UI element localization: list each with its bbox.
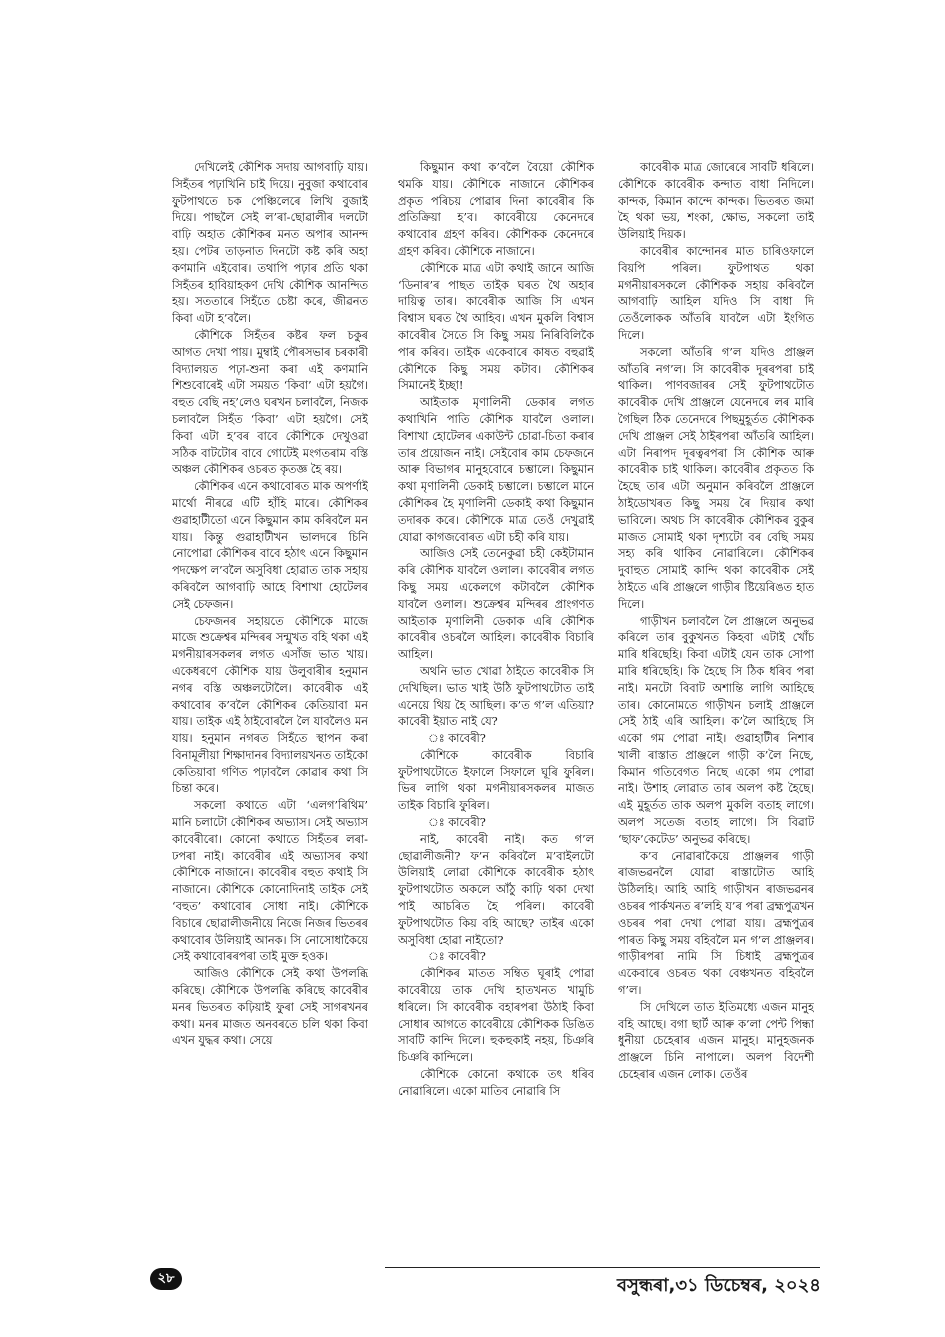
paragraph: কৌশিকে মাত্ৰ এটা কথাই জানে আজি ‘ডিনাৰ’ৰ পাছত তাইক ঘৰত থৈ অহাৰ দায়িত্ব তাৰ। কাবেৰীক আজি সি এখন বিশ্বাস ঘৰত থৈ আহিব। এখন মুকলি বিশ্বাস কাবেৰীৰ সৈতে সি কিছু সময় নিৰিবিলিকৈ পাৰ কৰিব। তাইক একেবাৰে কাষত বহুৱাই কৌশিকে কিছু সময় কটাব। কৌশিকৰ সিমানেই ইচ্ছা! xyxy=(398,261,594,393)
paragraph: কৌশিকে কাবেৰীক বিচাৰি ফুটপাথটোতে ইফালে সিফালে ঘূৰি ফুৰিল। ভিৰ লাগি থকা মগনীয়াৰসকলৰ মাজত তাইক বিচাৰি ফুৰিল। xyxy=(398,748,594,813)
paragraph: আইতাক মৃণালিনী ডেকাৰ লগত কথাখিনি পাতি কৌশিক যাবলৈ ওলাল। বিশাখা হোটেলৰ একাউন্ট চোৱা-চিতা কৰাৰ তাৰ প্ৰয়োজন নাই। সেইবোৰ কাম চেফজনে আৰু বিভাগৰ মানুহবোৰে চম্ভালে। কিছুমান কথা মৃণালিনী ডেকাই চম্ভালে। চম্ভালে মানে কৌশিকৰ হৈ মৃণালিনী ডেকাই কথা কিছুমান তদাৰক কৰে। কৌশিকে মাত্ৰ তেওঁ দেখুৱাই যোৱা কাগজবোৰত এটা চহী কৰি যায়। xyxy=(398,396,594,544)
paragraph: আজিও কৌশিকে সেই কথা উপলব্ধি কৰিছে। কৌশিকে উপলব্ধি কৰিছে কাবেৰীৰ মনৰ ভিতৰত কঢ়িয়াই ফুৰা সেই সাগৰখনৰ কথা। মনৰ মাজত অনবৰতে চলি থকা কিবা এখন যুদ্ধৰ কথা। সেয়ে xyxy=(172,967,368,1048)
dialogue-line: ঃ কাবেৰী? xyxy=(428,732,486,746)
text-column-3 xyxy=(618,160,814,1250)
dialogue-line: ঃ কাবেৰী? xyxy=(428,816,486,830)
paragraph: নাই, কাবেৰী নাই। কত গ’ল ছোৱালীজনী? ফ’ন কৰিবলৈ ম’বাইলটো উলিয়াই লোৱা কৌশিকে কাবেৰীক হঠাৎ ফুটপাথটোত অকলে আঁঠু কাঢ়ি থকা দেখা পাই আচৰিত হৈ পৰিল। কাবেৰী ফুটপাথটোত কিয় বহি আছে? তাইৰ একো অসুবিধা হোৱা নাইতো? xyxy=(398,832,594,947)
paragraph: কৌশিকৰ এনে কথাবোৰত মাক অপৰ্ণাই মাৰ্থো নীৰৱে এটি হাঁহি মাৰে। কৌশিকৰ গুৱাহাটীতো এনে কিছুমান কাম কৰিবলৈ মন যায়। কিন্তু গুৱাহাটীখন ভালদৰে চিনি নোপোৱা কৌশিকৰ বাবে হঠাৎ এনে কিছুমান পদক্ষেপ ল’বলৈ অসুবিধা হোৱাত তাক সহায় কৰিবলৈ আগবাঢ়ি আহে বিশাখা হোটেলৰ সেই চেফজন। xyxy=(172,480,368,611)
paragraph: গাড়ীখন চলাবলৈ লৈ প্ৰাঞ্জলে অনুভৱ কৰিলে তাৰ বুকুখনত কিহবা এটাই খোঁচ মাৰি ধৰিছেহি। কিবা এটাই যেন তাক সোপা মাৰি ধৰিছেহি। কি হৈছে সি ঠিক ধৰিব পৰা নাই। মনটো বিবাট অশান্তি লাগি আহিছে তাৰ। কোনোমতে গাড়ীখন চলাই প্ৰাঞ্জলে সেই ঠাই এৰি আহিল। ক’লৈ আহিছে সি একো গম পোৱা নাই। গুৱাহাটীৰ নিশাৰ খালী ৰাস্তাত প্ৰাঞ্জলে গাড়ী ক’লৈ নিছে, কিমান গতিবেগত নিছে একো গম পোৱা নাই। উশাহ লোৱাত তাৰ অলপ কষ্ট হৈছে। এই মুহূৰ্তত তাক অলপ মুকলি বতাহ লাগে। অলপ সতেজ বতাহ লাগে। সি বিৱাট ‘ছাফ’কেটেড’ অনুভৱ কৰিছে। xyxy=(618,614,814,846)
paragraph: সকলো আঁতৰি গ’ল যদিও প্ৰাঞ্জল আঁতৰি নগ’ল। সি কাবেৰীক দূৰৰপৰা চাই থাকিল। পাণবজাৰৰ সেই ফুটপাথটোত কাবেৰীক দেখি প্ৰাঞ্জলে যেনেদৰে লৰ মাৰি গৈছিল ঠিক তেনেদৰে পিছমুহূৰ্তত কৌশিকক দেখি প্ৰাঞ্জল সেই ঠাইৰপৰা আঁতৰি আহিল। এটা নিৰাপদ দূৰত্বৰপৰা সি কৌশিক আৰু কাবেৰীক চাই থাকিল। কাবেৰীৰ প্ৰকৃতত কি হৈছে তাৰ এটা অনুমান কৰিবলৈ প্ৰাঞ্জলে ঠাইডোখৰত কিছু সময় ৰৈ দিয়াৰ কথা ভাবিলে। অথচ সি কাবেৰীক কৌশিকৰ বুকুৰ মাজত সোমাই থকা দৃশ্যটো বৰ বেছি সময় সহ্য কৰি থাকিব নোৱাৰিলে। কৌশিকৰ দুবাহুত সোমাই কান্দি থকা কাবেৰীক সেই ঠাইতে এৰি প্ৰাঞ্জলে গাড়ীৰ ষ্টিয়েৰিঙত হাত দিলে। xyxy=(618,345,814,611)
footer-masthead: বসুন্ধৰা,৩১ ডিচেম্বৰ, ২০২৪ xyxy=(617,1275,821,1296)
page-number-badge: ২৮ xyxy=(150,1268,182,1290)
paragraph: দেখিলেই কৌশিক সদায় আগবাঢ়ি যায়। সিহঁতৰ পঢ়াখিনি চাই দিয়ে। নুবুজা কথাবোৰ ফুটপাথতে চক পেঞ্চিলেৰে লিখি বুজাই দিয়ে। পাছলৈ সেই ল’ৰা-ছোৱালীৰ দলটো বাঢ়ি অহাত কৌশিকৰ মনত অপাৰ আনন্দ হয়। পেটৰ তাড়নাত দিনটো কষ্ট কৰি অহা কণমানি এইবোৰ। তথাপি পঢ়াৰ প্ৰতি থকা সিহঁতৰ হাবিয়াহকণ দেখি কৌশিক আনন্দিত হয়। সততাৰে সিহঁতে চেষ্টা কৰে, জীৱনত কিবা এটা হ’বলৈ। xyxy=(172,161,368,326)
text-column-2 xyxy=(398,160,594,1250)
dialogue-line: ঃ কাবেৰী? xyxy=(428,950,486,964)
paragraph: অথনি ভাত খোৱা ঠাইতে কাবেৰীক সি দেখিছিল। ভাত খাই উঠি ফুটপাথটোত তাই এনেয়ে থিয় হৈ আছিল। ক’ত গ’ল এতিয়া? কাবেৰী ইয়াত নাই যে? xyxy=(398,664,594,729)
paragraph: আজিও সেই তেনেকুৱা চহী কেইটামান কৰি কৌশিক যাবলৈ ওলাল। কাবেৰীৰ লগত কিছু সময় একেলগে কটাবলৈ কৌশিক যাবলৈ ওলাল। শুক্ৰেশ্বৰ মন্দিৰৰ প্ৰাংগণত আইতাক মৃণালিনী ডেকাক এৰি কৌশিক কাবেৰীৰ ওচৰলৈ আহিল। কাবেৰীক বিচাৰি আহিল। xyxy=(398,547,594,662)
paragraph: সি দেখিলে তাত ইতিমধ্যে এজন মানুহ বহি আছে। বগা ছাৰ্ট আৰু ক’লা পেন্ট পিন্ধা ধুনীয়া চেহেৰাৰ এজন মানুহ। মানুহজনক প্ৰাঞ্জলে চিনি নাপালে। অলপ বিদেশী চেহেৰাৰ এজন লোক। তেওঁৰ xyxy=(618,1000,814,1082)
paragraph: কিছুমান কথা ক’বলৈ বৈয়ো কৌশিক থমকি যায়। কৌশিকে নাজানে কৌশিকৰ প্ৰকৃত পৰিচয় পোৱাৰ দিনা কাবেৰীৰ কি প্ৰতিক্ৰিয়া হ’ব। কাবেৰীয়ে কেনেদৰে কথাবোৰ গ্ৰহণ কৰিব। কৌশিকক কেনেদৰে গ্ৰহণ কৰিব। কৌশিকে নাজানে। xyxy=(398,161,594,258)
text-column-1 xyxy=(172,160,368,1250)
paragraph: ক’ব নোৱাৰাকৈয়ে প্ৰাঞ্জলৰ গাড়ী ৰাজভৱনলৈ যোৱা ৰাস্তাটোত আহি উঠিলহি। আহি আহি গাড়ীখন ৰাজভৱনৰ ওচৰৰ পাৰ্কখনত ৰ’লহি য’ৰ পৰা ব্ৰহ্মপুত্ৰখন ওচৰৰ পৰা দেখা পোৱা যায়। ব্ৰহ্মপুত্ৰৰ পাৰত কিছু সময় বহিবলৈ মন গ’ল প্ৰাঞ্জলৰ। গাড়ীৰপৰা নামি সি চিধাই ব্ৰহ্মপুত্ৰৰ একেবাৰে ওচৰত থকা বেঞ্চখনত বহিবলৈ গ’ল। xyxy=(618,849,814,998)
paragraph: কাবেৰীৰ কান্দোনৰ মাত চাৰিওফালে বিয়পি পৰিল। ফুটপাথত থকা মগনীয়াৰসকলে কৌশিকক সহায় কৰিবলৈ আগবাঢ়ি আহিল যদিও সি বাধা দি তেওঁলোকক আঁতৰি যাবলৈ এটা ইংগিত দিলে। xyxy=(618,244,814,342)
paragraph: কৌশিকে সিহঁতৰ কষ্টৰ ফল চকুৰ আগত দেখা পায়। মুম্বাই পৌৰসভাৰ চৰকাৰী বিদ্যালয়ত পঢ়া-শুনা কৰা এই কণমানি শিশুবোৰেই এটা সময়ত ‘কিবা’ এটা হয়গৈ। বহুত বেছি নহ’লেও ঘৰখন চলাবলৈ, নিজক চলাবলৈ সিহঁত ‘কিবা’ এটা হয়গৈ। সেই কিবা এটা হ’বৰ বাবে কৌশিকে দেখুওৱা সঠিক বাটটোৰ বাবে গোটেই মংগতৰাম বস্তি অঞ্চল কৌশিকৰ ওচৰত কৃতজ্ঞ হৈ ৰয়। xyxy=(172,328,368,477)
paragraph: কৌশিকৰ মাতত সম্বিত ঘূৰাই পোৱা কাবেৰীয়ে তাক দেখি হাতখনত খামুচি ধৰিলে। সি কাবেৰীক বহাৰপৰা উঠাই কিবা সোধাৰ আগতে কাবেৰীয়ে কৌশিকক ডিঙিত সাবটি কান্দি দিলে। হুকহুকাই নহয়, চিঞৰি চিঞৰি কান্দিলে। xyxy=(398,967,594,1065)
paragraph: কৌশিকে কোনো কথাকে তৎ ধৰিব নোৱাৰিলে। একো মাতিব নোৱাৰি সি xyxy=(398,1068,594,1098)
footer-rule xyxy=(385,1267,820,1268)
paragraph: কাবেৰীক মাত্ৰ জোৰেৰে সাবটি ধৰিলে। কৌশিকে কাবেৰীক কন্দাত বাধা নিদিলে। কান্দক, কিমান কান্দে কান্দক। ভিতৰত জমা হৈ থকা ভয়, শংকা, ক্ষোভ, সকলো তাই উলিয়াই দিয়ক। xyxy=(618,161,814,242)
paragraph: সকলো কথাতে এটা ‘এলগ’ৰিথিম’ মানি চলাটো কৌশিকৰ অভ্যাস। সেই অভ্যাস কাবেৰীৰো। কোনো কথাতে সিহঁতৰ লৰা-ঢপৰা নাই। কাবেৰীৰ এই অভ্যাসৰ কথা কৌশিকে নাজানে। কাবেৰীৰ বহুত কথাই সি নাজানে। কৌশিকে কোনোদিনাই তাইক সেই ‘বহুত’ কথাবোৰ সোধা নাই। কৌশিকে বিচাৰে ছোৱালীজনীয়ে নিজে নিজৰ ভিতৰৰ কথাবোৰ উলিয়াই আনক। সি নোসোধাকৈয়ে সেই কথাবোৰৰপৰা তাই মুক্ত হওক। xyxy=(172,799,368,964)
paragraph: চেফজনৰ সহায়তে কৌশিকে মাজে মাজে শুক্ৰেশ্বৰ মন্দিৰৰ সন্মুখত বহি থকা এই মগনীয়াৰসকলৰ লগত এসাঁজ ভাত খায়। একেধৰণে কৌশিক যায় উলুবাৰীৰ হনুমান নগৰ বস্তি অঞ্চলটোলৈ। কাবেৰীক এই কথাবোৰ ক’বলৈ কৌশিকৰ কেতিয়াবা মন যায়। তাইক এই ঠাইবোৰলৈ লৈ যাবলৈও মন যায়। হনুমান নগৰত সিহঁতে স্থাপন কৰা বিনামূলীয়া শিক্ষাদানৰ বিদ্যালয়খনত তাইকো কেতিয়াবা গণিত পঢ়াবলৈ কোৱাৰ কথা সি চিন্তা কৰে। xyxy=(172,614,368,796)
